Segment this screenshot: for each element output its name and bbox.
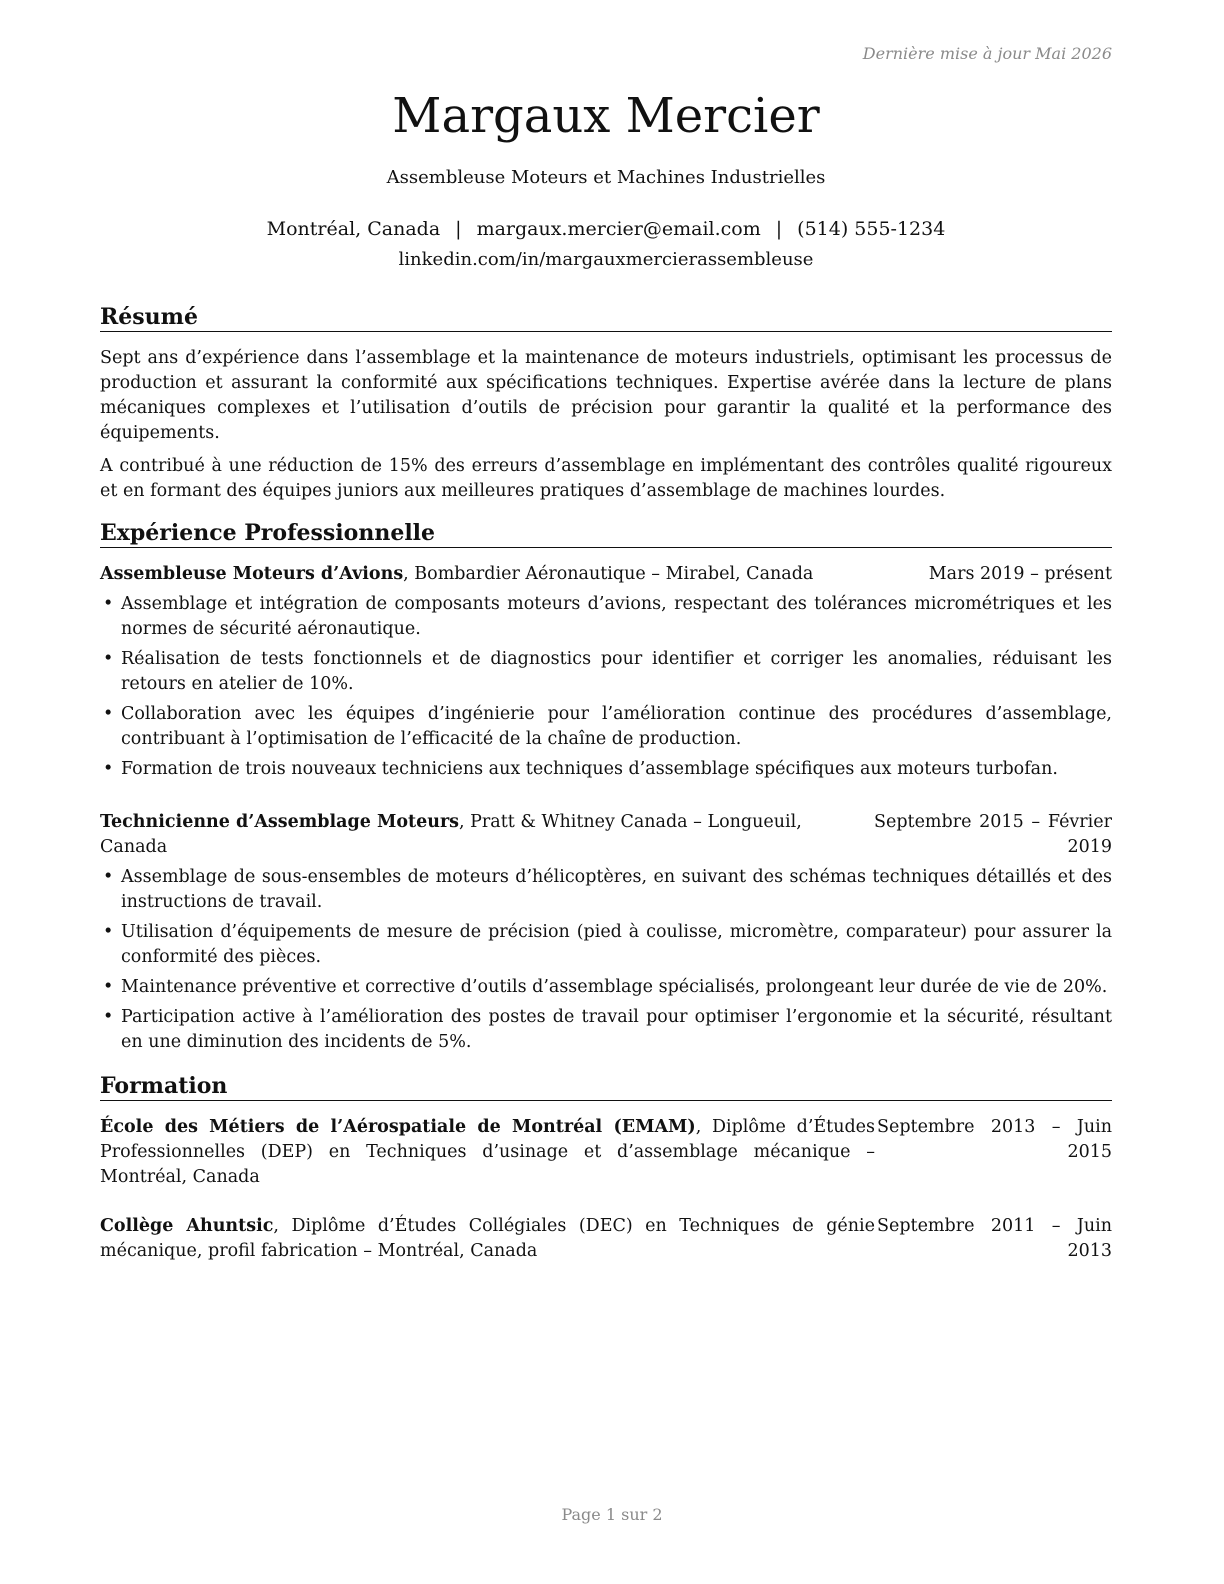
education-dates: Septembre 2013 – Juin 2015 (877, 1117, 1112, 1162)
list-item: • Assemblage de sous-ensembles de moteurs d’hélicoptères, en suivant des schémas techniques détaillés et des instructions de travail. (100, 865, 1112, 915)
separator: | (775, 218, 783, 240)
degree-detail: , Diplôme d’Études Collégiales (DEC) en Techniques de génie mécanique, profil fabrication – Montréal, Canada (100, 1216, 875, 1261)
list-item: • Utilisation d’équipements de mesure de précision (pied à coulisse, micromètre, comparateur) pour assurer la conformité des pièces. (100, 920, 1112, 970)
last-updated: Dernière mise à jour Mai 2026 (862, 44, 1112, 63)
job-bullets (100, 865, 1112, 1055)
contact-line (100, 216, 1112, 242)
summary-heading: Résumé (100, 304, 1112, 332)
summary-paragraph: Sept ans d’expérience dans l’assemblage et la maintenance de moteurs industriels, optimisant les processus de production et assurant la conformité aux spécifications techniques. Expertise avérée dans la lecture de plans mécaniques complexes et l’utilisation d’outils de précision pour garantir la qualité et la performance des équipements. (100, 348, 1112, 443)
education-item (100, 1214, 1112, 1264)
education-dates: Septembre 2011 – Juin 2013 (877, 1216, 1112, 1261)
school-name: École des Métiers de l’Aérospatiale de Montréal (EMAM) (100, 1117, 696, 1137)
list-item: • Assemblage et intégration de composants moteurs d’avions, respectant des tolérances micrométriques et les normes de sécurité aéronautique. (100, 592, 1112, 642)
location: Montréal, Canada (266, 218, 441, 240)
school-name: Collège Ahuntsic (100, 1216, 274, 1236)
list-item: • Maintenance préventive et corrective d’outils d’assemblage spécialisés, prolongeant leur durée de vie de 20%. (100, 975, 1112, 1000)
page-number: Page 1 sur 2 (561, 1505, 663, 1524)
candidate-name: Margaux Mercier (392, 88, 820, 144)
linkedin-link[interactable]: linkedin.com/in/margauxmercierassembleuse (398, 249, 814, 270)
job-title: Technicienne d’Assemblage Moteurs (100, 812, 460, 832)
email-link[interactable]: margaux.mercier@email.com (476, 218, 761, 240)
phone: (514) 555-1234 (797, 218, 946, 240)
degree-detail: , Diplôme d’Études Professionnelles (DEP) en Techniques d’usinage et d’assemblage mécanique – Montréal, Canada (100, 1117, 875, 1187)
list-item: • Formation de trois nouveaux techniciens aux techniques d’assemblage spécifiques aux moteurs turbofan. (100, 757, 1112, 782)
separator: | (455, 218, 462, 240)
experience-heading: Expérience Professionnelle (100, 520, 1112, 548)
summary-paragraph: A contribué à une réduction de 15% des erreurs d’assemblage en implémentant des contrôles qualité rigoureux et en formant des équipes juniors aux meilleures pratiques d’assemblage de machines lourdes. (100, 456, 1112, 501)
job-header (100, 562, 1112, 587)
education-heading: Formation (100, 1073, 1112, 1101)
education-item (100, 1115, 1112, 1190)
resume-content (100, 86, 1112, 1264)
job-dates: Mars 2019 – présent (928, 564, 1112, 584)
candidate-title: Assembleuse Moteurs et Machines Industrielles (386, 167, 826, 188)
job-bullets (100, 592, 1112, 782)
list-item: • Participation active à l’amélioration des postes de travail pour optimiser l’ergonomie et la sécurité, résultant en une diminution des incidents de 5%. (100, 1005, 1112, 1055)
job-header (100, 810, 1112, 860)
job-dates: Septembre 2015 – Février 2019 (874, 812, 1112, 857)
list-item: • Collaboration avec les équipes d’ingénierie pour l’amélioration continue des procédures d’assemblage, contribuant à l’optimisation de l’efficacité de la chaîne de production. (100, 702, 1112, 752)
job-company: , Bombardier Aéronautique – Mirabel, Canada (403, 564, 814, 584)
job-company: , Pratt & Whitney Canada – Longueuil, Canada (100, 812, 802, 857)
job-title: Assembleuse Moteurs d’Avions (100, 564, 404, 584)
list-item: • Réalisation de tests fonctionnels et de diagnostics pour identifier et corriger les anomalies, réduisant les retours en atelier de 10%. (100, 647, 1112, 697)
